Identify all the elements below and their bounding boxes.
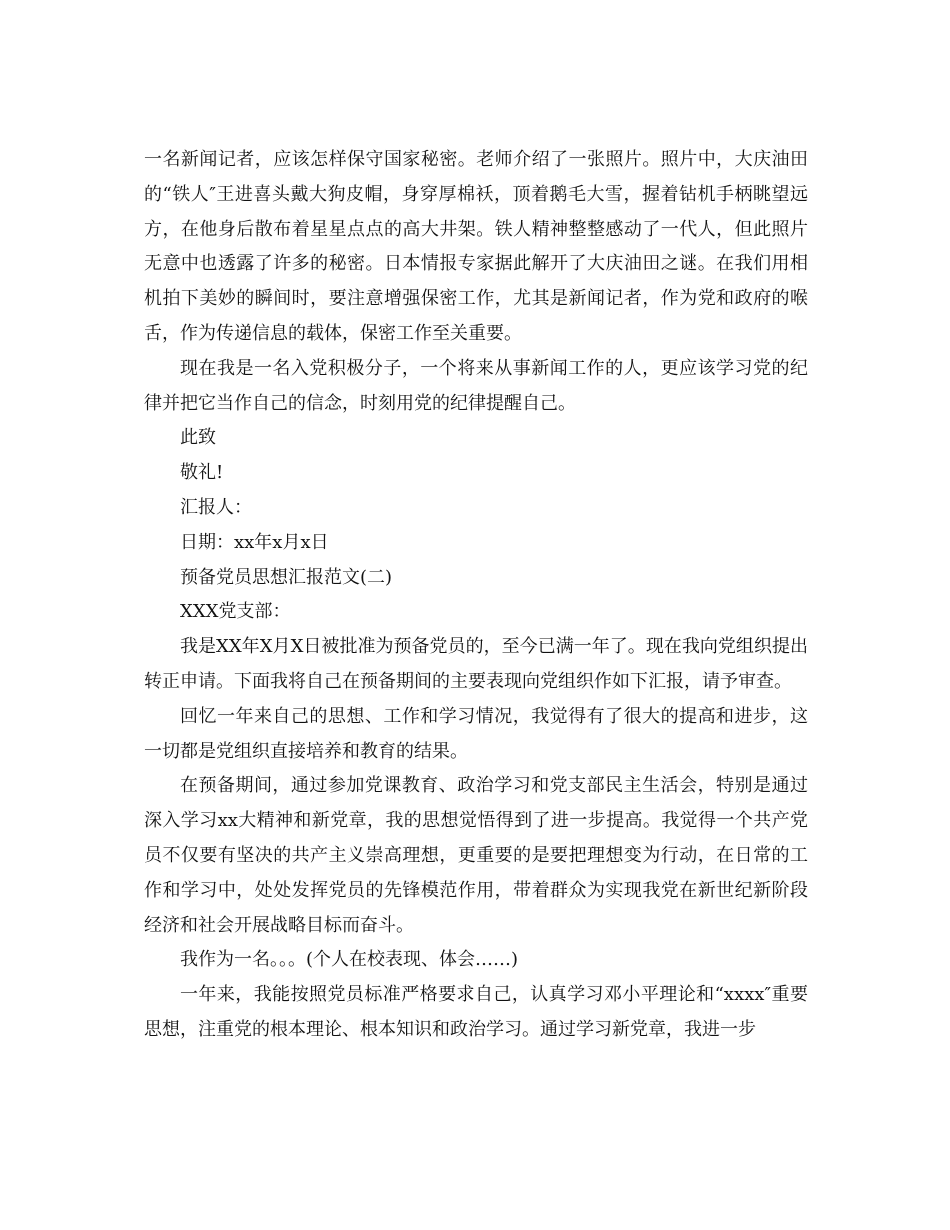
paragraph-secrecy-photo: 一名新闻记者，应该怎样保守国家秘密。老师介绍了一张照片。照片中，大庆油田的“铁人″王进喜头戴大狗皮帽，身穿厚棉袄，顶着鹅毛大雪，握着钻机手柄眺望远方，在他身后散布着星星点点的高大井架。铁人精神整整感动了一代人，但此照片无意中也透露了许多的秘密。日本情报专家据此解开了大庆油田之谜。在我们用相机拍下美妙的瞬间时，要注意增强保密工作，尤其是新闻记者，作为党和政府的喉舌，作为传递信息的载体，保密工作至关重要。 bbox=[144, 149, 808, 344]
paragraph-probation-study: 在预备期间，通过参加党课教育、政治学习和党支部民主生活会，特别是通过深入学习xx大精神和新党章，我的思想觉悟得到了进一步提高。我觉得一个共产党员不仅要有坚决的共产主义崇高理想，更重要的是要把理想变为行动，在日常的工作和学习中，处处发挥党员的先锋模范作用，带着群众为实现我党在新世纪新阶段经济和社会开展战略目标而奋斗。 bbox=[144, 775, 808, 936]
document-body bbox=[144, 143, 808, 1048]
date-line: 日期：xx年x月x日 bbox=[180, 531, 329, 553]
reporter-label: 汇报人： bbox=[180, 496, 252, 518]
paragraph-personal-performance: 我作为一名。。。(个人在校表现、体会……) bbox=[180, 949, 519, 971]
addressee: XXX党支部： bbox=[180, 601, 291, 623]
section-title: 预备党员思想汇报范文(二) bbox=[180, 566, 393, 588]
paragraph-review: 回忆一年来自己的思想、工作和学习情况，我觉得有了很大的提高和进步，这一切都是党组织直接培养和教育的结果。 bbox=[144, 705, 808, 762]
closing-regards: 敬礼! bbox=[180, 462, 224, 484]
paragraph-approval: 我是XX年X月X日被批准为预备党员的，至今已满一年了。现在我向党组织提出转正申请。下面我将自己在预备期间的主要表现向党组织作如下汇报，请予审查。 bbox=[144, 636, 808, 692]
paragraph-activist-discipline: 现在我是一名入党积极分子，一个将来从事新闻工作的人，更应该学习党的纪律并把它当作自己的信念，时刻用党的纪律提醒自己。 bbox=[144, 357, 808, 414]
closing-salutation: 此致 bbox=[180, 427, 216, 449]
paragraph-year-summary: 一年来，我能按照党员标准严格要求自己，认真学习邓小平理论和“xxxx″重要思想，注重党的根本理论、根本知识和政治学习。通过学习新党章，我进一步 bbox=[144, 984, 808, 1040]
